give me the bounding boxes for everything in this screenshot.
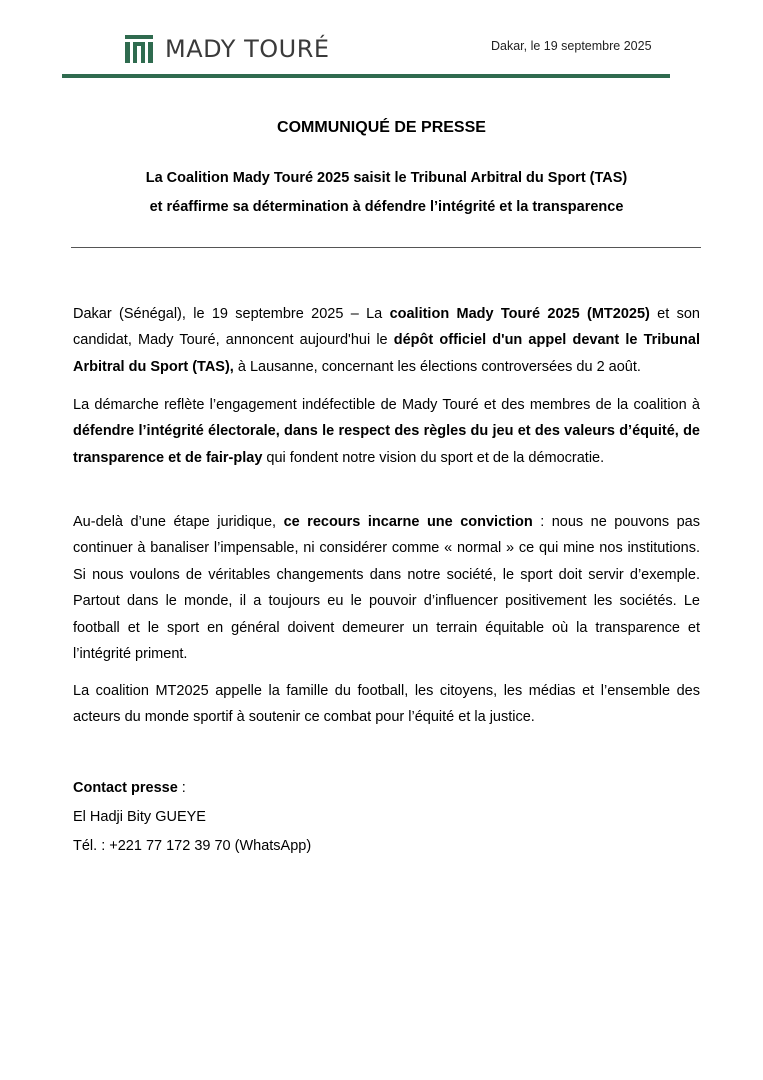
header-date: Dakar, le 19 septembre 2025 bbox=[491, 39, 652, 53]
contact-heading bbox=[73, 780, 186, 796]
document-title: COMMUNIQUÉ DE PRESSE bbox=[277, 119, 486, 136]
paragraph-text: La coalition MT2025 appelle la famille du football, les citoyens, les médias et l’ensemble des acteurs du monde sportif à soutenir ce combat pour l’équité et la justice. bbox=[73, 682, 700, 725]
subtitle-divider bbox=[71, 247, 701, 248]
subtitle-line-1: La Coalition Mady Touré 2025 saisit le Tribunal Arbitral du Sport (TAS) bbox=[145, 170, 628, 186]
body-paragraph bbox=[73, 509, 700, 668]
paragraph-text: Dakar (Sénégal), le 19 septembre 2025 – La bbox=[73, 305, 390, 322]
emphasis-text: coalition Mady Touré 2025 (MT2025) bbox=[389, 305, 650, 322]
emphasis-text: défendre l’intégrité électorale, dans le respect des règles du jeu et des valeurs d’équité, de transparence et de fair-play bbox=[73, 423, 700, 466]
contact-label: Contact presse bbox=[73, 780, 178, 796]
contact-name: El Hadji Bity GUEYE bbox=[73, 809, 206, 825]
paragraph-text: et son candidat, Mady Touré, annoncent aujourd'hui le bbox=[73, 305, 700, 348]
contact-label-suffix: : bbox=[177, 780, 186, 796]
body-paragraph bbox=[73, 301, 700, 381]
header-divider bbox=[62, 74, 670, 78]
contact-phone: Tél. : +221 77 172 39 70 (WhatsApp) bbox=[73, 838, 312, 854]
paragraph-text: qui fondent notre vision du sport et de la démocratie. bbox=[262, 449, 605, 466]
subtitle-line-2: et réaffirme sa détermination à défendre l’intégrité et la transparence bbox=[149, 199, 624, 215]
body-paragraph bbox=[73, 392, 700, 472]
paragraph-text: La démarche reflète l’engagement indéfectible de Mady Touré et des membres de la coalition à bbox=[73, 396, 700, 413]
brand-name: MADY TOURÉ bbox=[165, 35, 330, 63]
logo-mark-icon bbox=[125, 35, 153, 63]
body-paragraph bbox=[73, 678, 700, 731]
emphasis-text: ce recours incarne une conviction bbox=[283, 513, 533, 530]
paragraph-text: à Lausanne, concernant les élections controversées du 2 août. bbox=[233, 358, 641, 375]
emphasis-text: dépôt officiel d'un appel devant le Tribunal Arbitral du Sport (TAS), bbox=[73, 332, 700, 375]
paragraph-text: Au-delà d’une étape juridique, bbox=[73, 513, 284, 530]
brand-logo bbox=[125, 34, 330, 64]
paragraph-text: : nous ne pouvons pas continuer à banaliser l’impensable, ni considérer comme « normal » ce qui mine nos institutions. Si nous voulons de véritables changements dans notre société, le sport doit servir d’exemple. Partout dans le monde, il a toujours eu le pouvoir d’influencer positivement les sociétés. Le football et le sport en général doivent demeurer un terrain équitable où la transparence et l’intégrité priment. bbox=[73, 513, 700, 662]
